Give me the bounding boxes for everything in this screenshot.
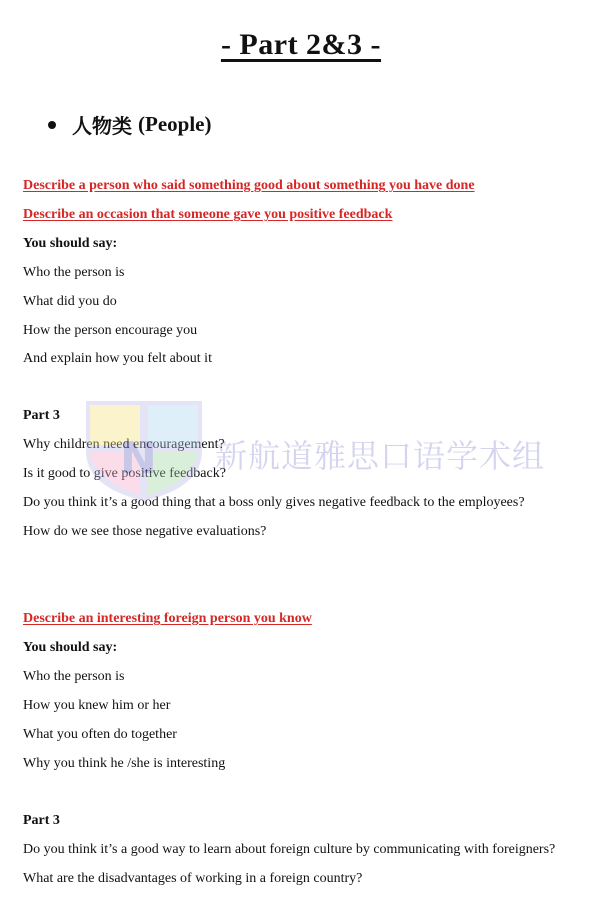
topic1-heading-1: Describe a person who said something good about something you have done — [23, 178, 475, 193]
topic2-cue: What you often do together — [23, 727, 177, 742]
topic1-cue: And explain how you felt about it — [23, 351, 212, 366]
topic1-cue: How the person encourage you — [23, 323, 198, 338]
topic2-heading: Describe an interesting foreign person you know — [23, 611, 312, 626]
page-title: - Part 2&3 - — [220, 28, 382, 61]
topic1-cue: Who the person is — [23, 265, 125, 280]
topic1-cue: What did you do — [23, 294, 117, 309]
svg-text:N: N — [120, 433, 157, 484]
topic1-heading-2: Describe an occasion that someone gave you positive feedback — [23, 207, 393, 222]
topic1-part3-question: How do we see those negative evaluations? — [23, 524, 267, 539]
topic2-cue: Who the person is — [23, 669, 125, 684]
topic1-part3-question: Do you think it’s a good thing that a boss only gives negative feedback to the employees? — [23, 495, 525, 510]
topic1-should-say: You should say: — [23, 236, 118, 251]
topic1-part3-question: Is it good to give positive feedback? — [23, 466, 226, 481]
topic1-part3-question: Why children need encouragement? — [23, 437, 225, 452]
topic2-cue: How you knew him or her — [23, 698, 171, 713]
section-heading — [48, 110, 211, 139]
section-title-cn: 人物类 — [72, 114, 132, 138]
topic2-should-say: You should say: — [23, 640, 118, 655]
topic2-part3-label: Part 3 — [23, 813, 60, 828]
topic1-part3-label: Part 3 — [23, 408, 60, 423]
topic2-cue: Why you think he /she is interesting — [23, 756, 226, 771]
watermark-text: 新航道雅思口语学术组 — [215, 437, 546, 475]
bullet-icon — [48, 121, 56, 129]
topic2-part3-question: Do you think it’s a good way to learn about foreign culture by communicating with foreigners? — [23, 842, 556, 857]
topic2-part3-question: What are the disadvantages of working in a foreign country? — [23, 871, 363, 886]
section-title-en: (People) — [138, 112, 212, 136]
